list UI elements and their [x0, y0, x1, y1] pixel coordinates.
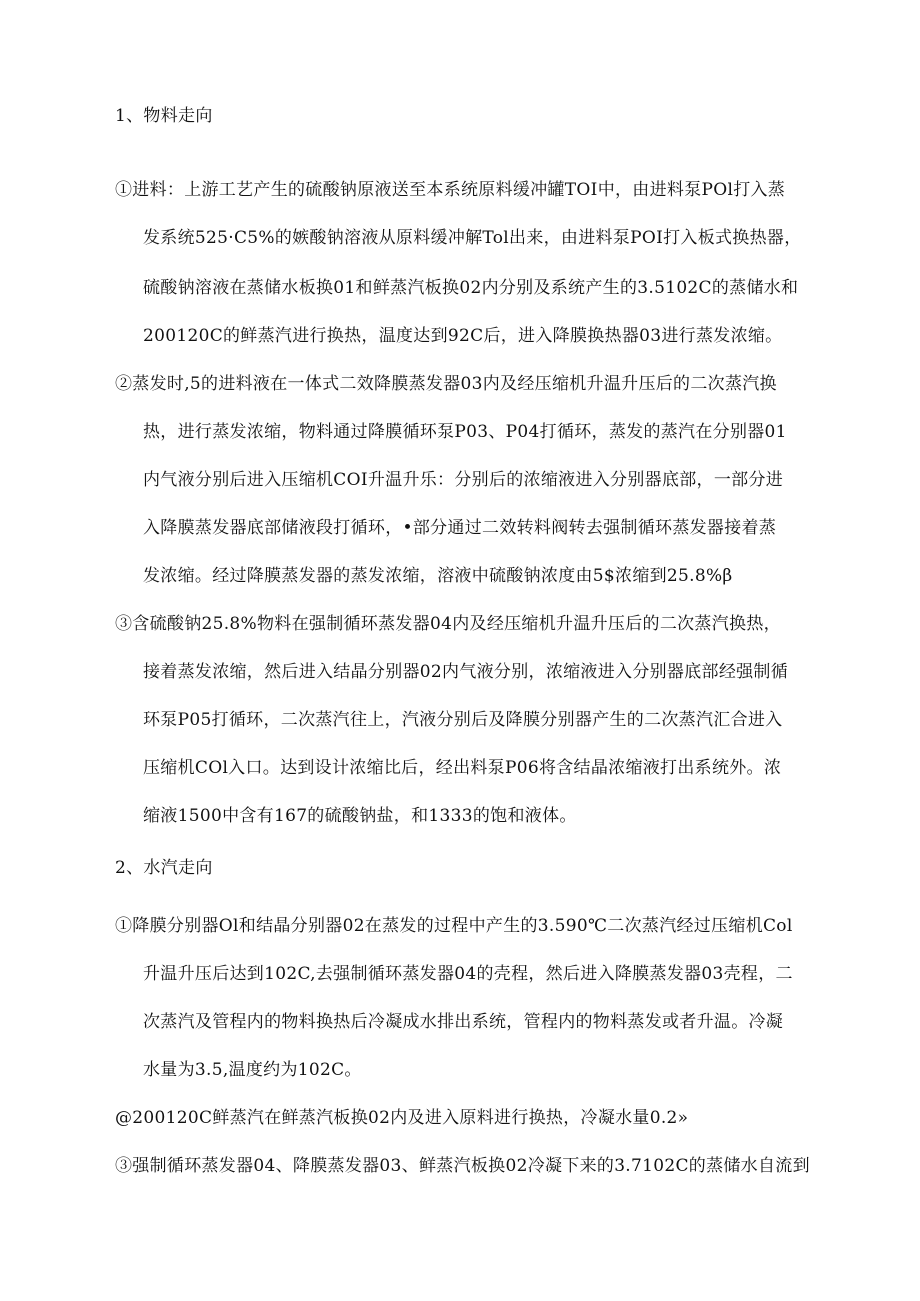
paragraph-line: 次蒸汽及管程内的物料换热后冷凝成水排出系统，管程内的物料蒸发或者升温。冷凝 — [143, 1012, 784, 1032]
paragraph-line: @200120C鲜蒸汽在鲜蒸汽板换02内及进入原料进行换热，冷凝水量0.2» — [115, 1108, 689, 1128]
paragraph-line: 内气液分别后进入压缩机COI升温升乐：分别后的浓缩液进入分别器底部，一部分进 — [143, 470, 784, 490]
paragraph-line: 入降膜蒸发器底部储液段打循环，•部分通过二效转料阀转去强制循环蒸发器接着蒸 — [143, 518, 777, 538]
paragraph-line: 硫酸钠溶液在蒸储水板换01和鲜蒸汽板换02内分别及系统产生的3.5102C的蒸储水和 — [143, 278, 799, 298]
paragraph-line: ③含硫酸钠25.8%物料在强制循环蒸发器04内及经压缩机升温升压后的二次蒸汽换热， — [115, 614, 781, 634]
paragraph-line: 水量为3.5,温度约为102C。 — [143, 1060, 362, 1080]
paragraph-line: 200120C的鲜蒸汽进行换热，温度达到92C后，进入降膜换热器03进行蒸发浓缩。 — [143, 326, 783, 346]
paragraph-line: 压缩机COl入口。达到设计浓缩比后，经出料泵P06将含结晶浓缩液打出系统外。浓 — [143, 758, 782, 778]
section-heading-water-vapor-flow: 2、水汽走向 — [115, 858, 213, 878]
paragraph-line: 发系统525·C5%的嫉酸钠溶液从原料缓冲解Tol出来，由进料泵POI打入板式换热器， — [143, 228, 802, 248]
paragraph-line: 发浓缩。经过降膜蒸发器的蒸发浓缩，溶液中硫酸钠浓度由5$浓缩到25.8%β — [143, 566, 733, 586]
paragraph-line: 升温升压后达到102C,去强制循环蒸发器04的壳程，然后进入降膜蒸发器03壳程，二 — [143, 964, 793, 984]
paragraph-line: ①降膜分别器Ol和结晶分别器02在蒸发的过程中产生的3.590℃二次蒸汽经过压缩机Col — [115, 916, 793, 936]
paragraph-line: ①进料：上游工艺产生的硫酸钠原液送至本系统原料缓冲罐TOI中，由进料泵POl打入蒸 — [115, 180, 786, 200]
paragraph-line: ③强制循环蒸发器04、降膜蒸发器03、鲜蒸汽板换02冷凝下来的3.7102C的蒸储水自流到 — [115, 1156, 810, 1176]
paragraph-line: 热，进行蒸发浓缩，物料通过降膜循环泵P03、P04打循环，蒸发的蒸汽在分别器01 — [143, 422, 787, 442]
paragraph-line: ②蒸发时,5的进料液在一体式二效降膜蒸发器03内及经压缩机升温升压后的二次蒸汽换 — [115, 374, 777, 394]
paragraph-line: 环泵P05打循环，二次蒸汽往上，汽液分别后及降膜分别器产生的二次蒸汽汇合进入 — [143, 710, 783, 730]
paragraph-line: 缩液1500中含有167的硫酸钠盐，和1333的饱和液体。 — [143, 806, 577, 826]
paragraph-line: 接着蒸发浓缩，然后进入结晶分别器02内气液分别，浓缩液进入分别器底部经强制循 — [143, 662, 789, 682]
section-heading-material-flow: 1、物料走向 — [115, 106, 213, 126]
